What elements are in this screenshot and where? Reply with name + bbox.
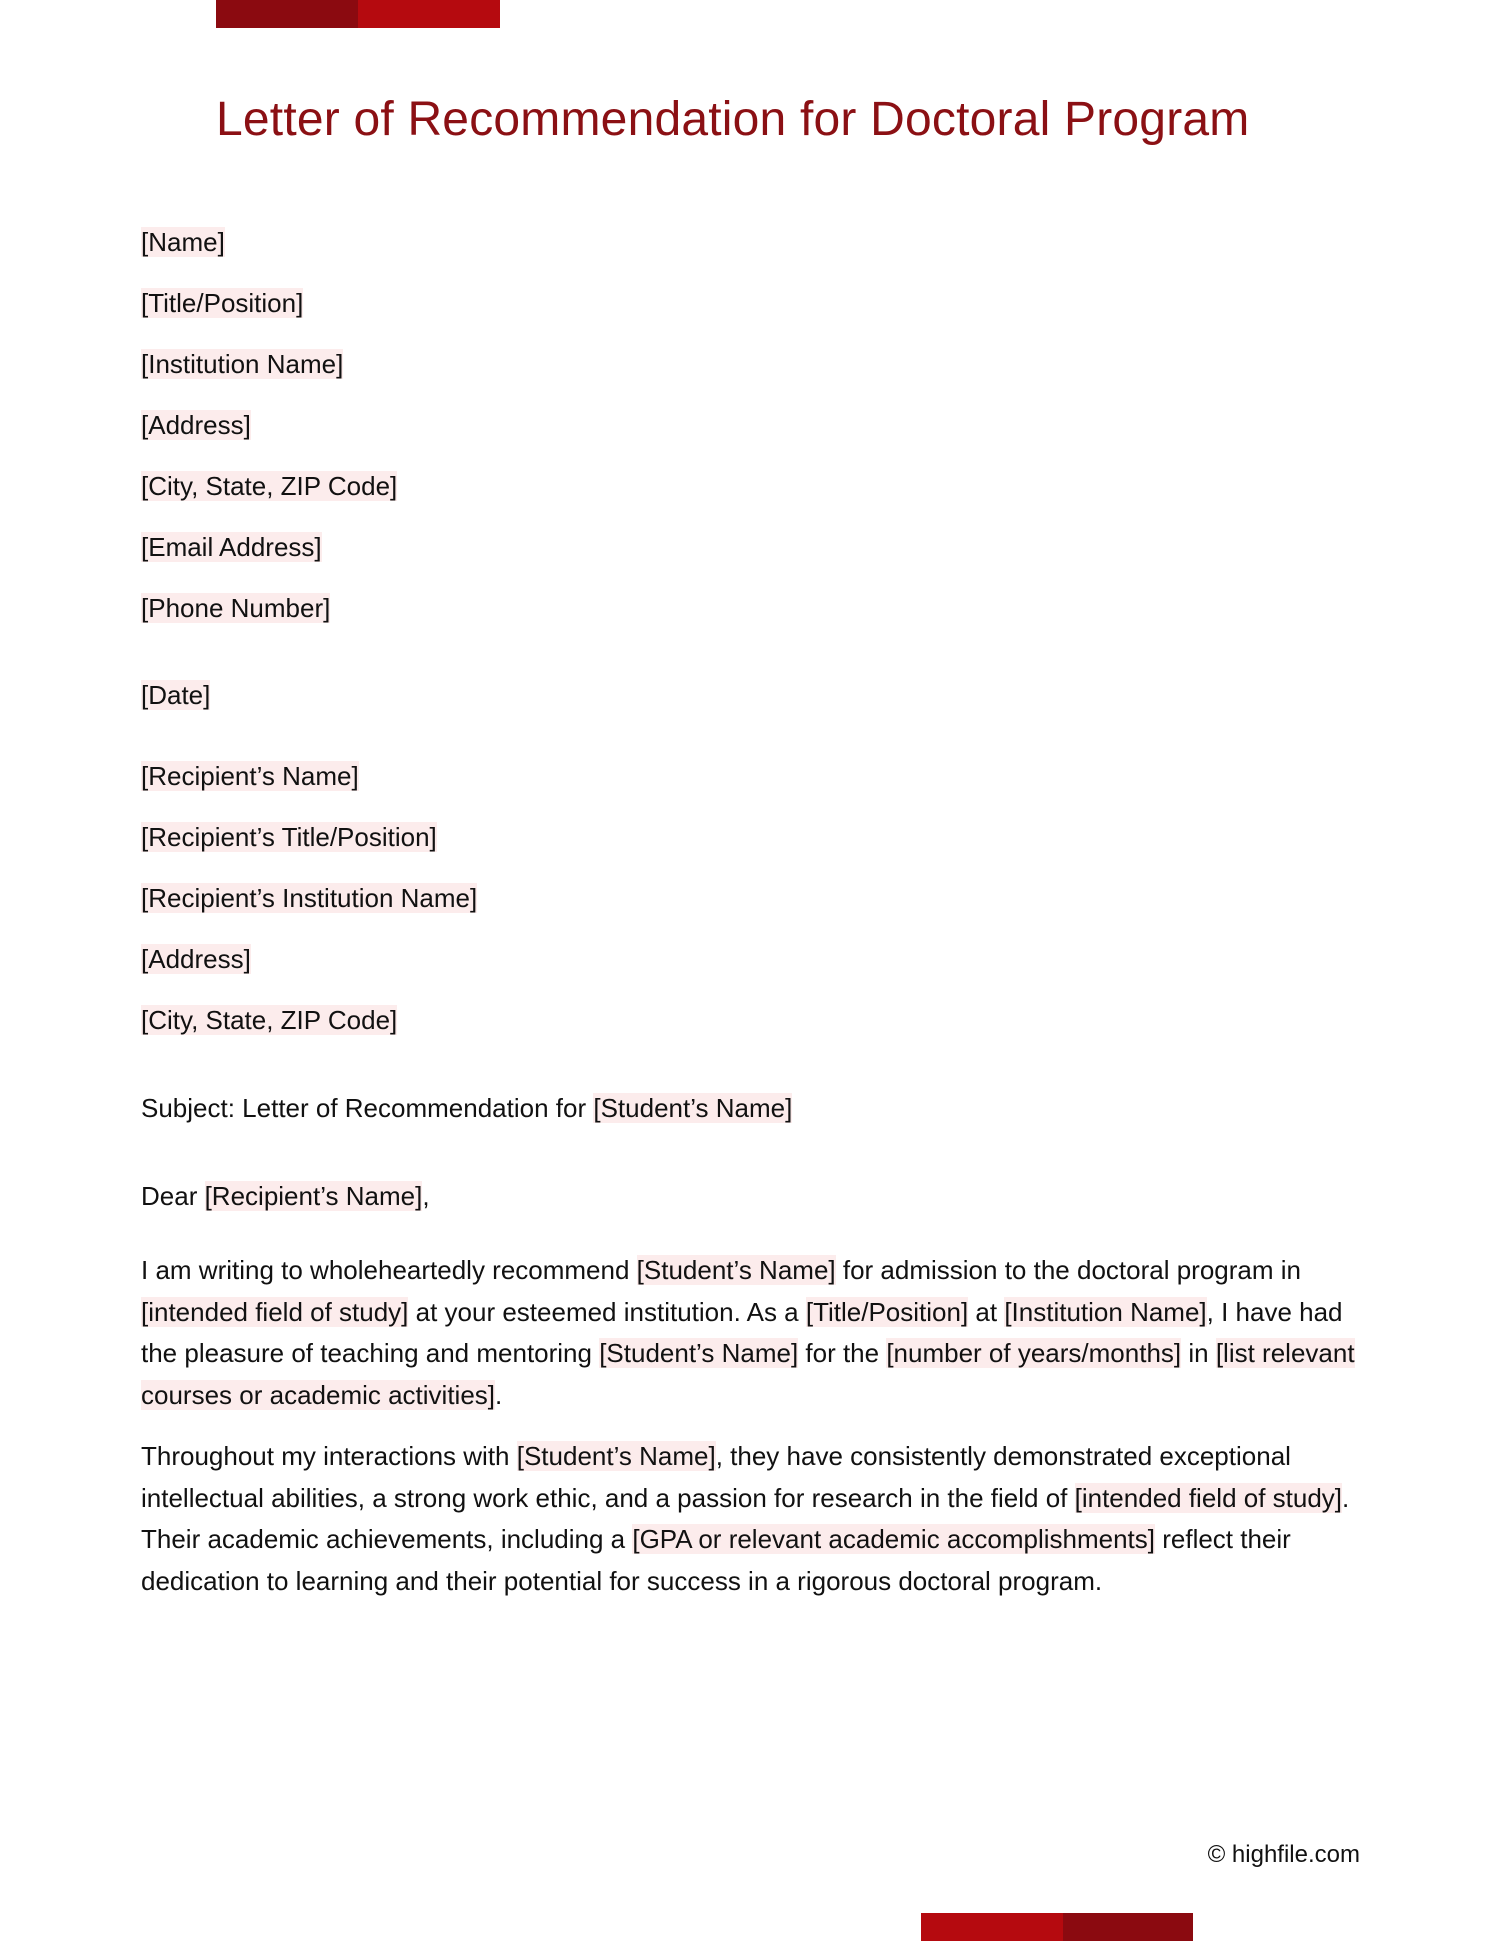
- sender-address: [141, 407, 251, 443]
- text: reflect their dedication to learning and their potential for success in a rigorous doctoral program.: [141, 1524, 1291, 1596]
- placeholder: [Institution Name]: [1004, 1296, 1207, 1327]
- text: Throughout my interactions with: [141, 1441, 517, 1471]
- text: I am writing to wholeheartedly recommend: [141, 1255, 637, 1285]
- top-accent-bar: [216, 0, 500, 28]
- placeholder: [Name]: [141, 227, 225, 257]
- placeholder: [Student’s Name]: [636, 1255, 836, 1285]
- body-paragraph-2: [141, 1436, 1371, 1602]
- placeholder: [Recipient’s Title/Position]: [141, 822, 437, 852]
- sender-institution: [141, 346, 343, 382]
- placeholder: [Title/Position]: [805, 1296, 969, 1327]
- salutation-prefix: Dear: [141, 1181, 205, 1211]
- bottom-accent-bar-dark: [1063, 1913, 1193, 1941]
- placeholder: [Address]: [141, 410, 251, 440]
- salutation-suffix: ,: [422, 1181, 430, 1211]
- text: , I have had the pleasure of teaching and mentoring: [141, 1296, 1343, 1368]
- placeholder: [City, State, ZIP Code]: [141, 1005, 398, 1035]
- placeholder: [intended field of study]: [141, 1296, 409, 1327]
- placeholder: [Email Address]: [141, 532, 322, 562]
- placeholder: [list relevant courses or academic activities]: [141, 1338, 1355, 1410]
- text: .: [495, 1379, 503, 1410]
- top-accent-bar-dark: [216, 0, 358, 28]
- placeholder: [Address]: [141, 944, 251, 974]
- top-accent-bar-light: [358, 0, 500, 28]
- text: in: [1181, 1338, 1216, 1368]
- subject-line: [141, 1090, 792, 1126]
- sender-title: [141, 285, 303, 321]
- text: at: [968, 1296, 1005, 1327]
- sender-name: [141, 224, 225, 260]
- page-title: Letter of Recommendation for Doctoral Program: [216, 93, 1250, 146]
- sender-email: [141, 529, 322, 565]
- text: for admission to the doctoral program in: [835, 1255, 1301, 1285]
- body-paragraph-1: [141, 1250, 1371, 1416]
- text: . Their academic achievements, including a: [141, 1482, 1350, 1554]
- letter-date: [141, 677, 210, 713]
- placeholder: [Recipient’s Institution Name]: [141, 883, 478, 913]
- placeholder: [Recipient’s Name]: [204, 1181, 423, 1211]
- placeholder: [Student’s Name]: [599, 1338, 799, 1368]
- subject-prefix: Subject: Letter of Recommendation for: [141, 1093, 594, 1123]
- recipient-institution: [141, 880, 477, 916]
- recipient-title: [141, 819, 437, 855]
- placeholder: [Recipient’s Name]: [141, 761, 359, 791]
- placeholder: [City, State, ZIP Code]: [141, 471, 398, 501]
- recipient-name: [141, 758, 359, 794]
- placeholder: [Date]: [141, 680, 211, 710]
- text: at your esteemed institution. As a: [408, 1296, 806, 1327]
- recipient-city: [141, 1002, 397, 1038]
- sender-city: [141, 468, 397, 504]
- sender-phone: [141, 590, 330, 626]
- placeholder: [GPA or relevant academic accomplishments]: [632, 1524, 1155, 1554]
- bottom-accent-bar: [921, 1913, 1193, 1941]
- placeholder: [Title/Position]: [141, 288, 304, 318]
- salutation: [141, 1178, 430, 1214]
- placeholder: [number of years/months]: [886, 1338, 1182, 1368]
- copyright-footer: © highfile.com: [1207, 1841, 1360, 1868]
- bottom-accent-bar-light: [921, 1913, 1063, 1941]
- placeholder: [Institution Name]: [141, 349, 344, 379]
- placeholder: [intended field of study]: [1074, 1482, 1343, 1513]
- text: , they have consistently demonstrated exceptional intellectual abilities, a strong work ethic, and a passion for research in the field of: [141, 1441, 1291, 1513]
- placeholder: [Phone Number]: [141, 593, 331, 623]
- text: for the: [798, 1338, 887, 1368]
- placeholder: [Student’s Name]: [593, 1093, 793, 1123]
- recipient-address: [141, 941, 251, 977]
- placeholder: [Student’s Name]: [516, 1441, 716, 1471]
